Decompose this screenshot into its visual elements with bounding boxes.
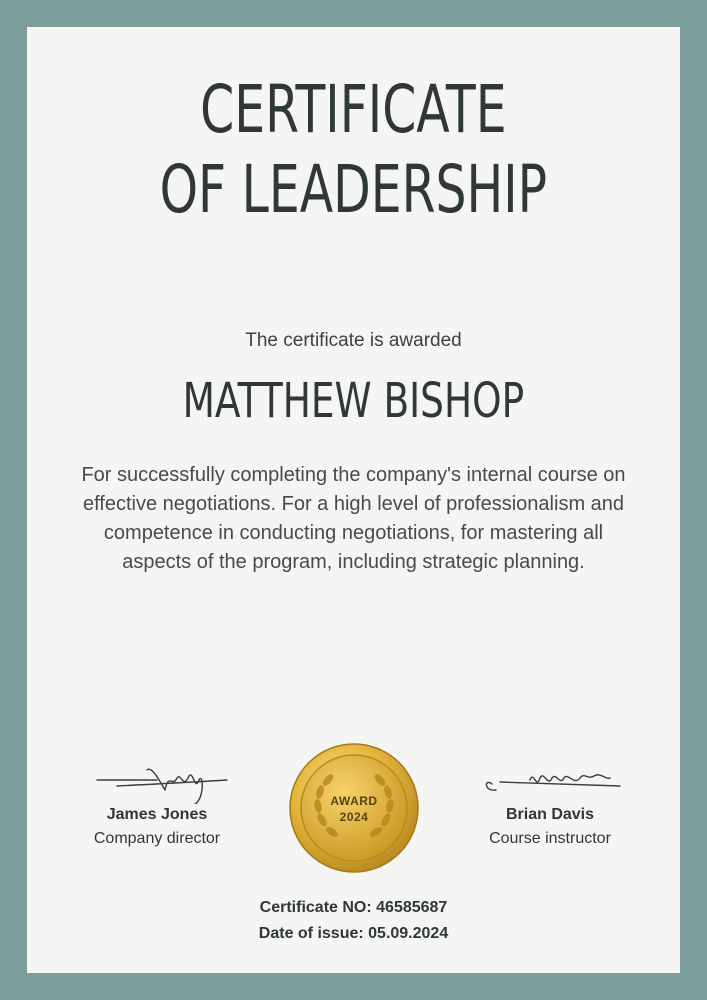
recipient-name: MATTHEW BISHOP [182,373,525,429]
signatory-name-right: Brian Davis [505,806,595,823]
medal-text-line-2: 2024 [339,810,369,824]
award-medal [288,742,420,874]
medal-icon [288,742,420,874]
awarded-text: The certificate is awarded [245,330,462,351]
signature-block-right [460,760,640,848]
signature-block-left [67,760,247,848]
signatory-role-right: Course instructor [489,830,611,847]
medal-text-line-1: AWARD [330,794,378,808]
signature-right [470,760,630,804]
signature-left [77,760,237,804]
certificate-number: Certificate NO: 46585687 [259,899,448,916]
issue-date: Date of issue: 05.09.2024 [258,925,449,942]
signatory-role-left: Company director [93,830,221,847]
title-line-2: OF LEADERSHIP [159,151,548,228]
signatory-name-left: James Jones [106,806,208,823]
description: For successfully completing the company's internal course on effective negotiations. For a high level of professionalism and competence in conducting negotiations, for mastering all aspects of the program, including strategic planning. [81,464,626,573]
title-line-1: CERTIFICATE [200,71,507,148]
